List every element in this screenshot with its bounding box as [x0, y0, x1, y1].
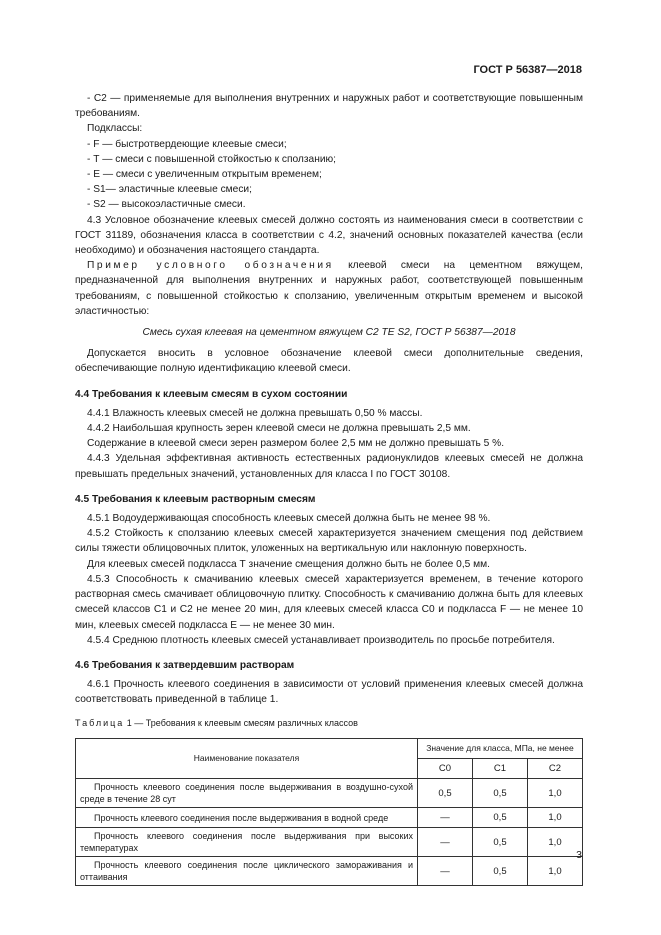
column-header-value-group: Значение для класса, МПа, не менее	[418, 738, 583, 758]
cell-value: 1,0	[528, 857, 583, 886]
paragraph: - С2 — применяемые для выполнения внутренних и наружных работ и соответствующие повышенным требованиям.	[75, 93, 583, 120]
paragraph: 4.3 Условное обозначение клеевых смесей должно состоять из наименования смеси в соответствии с ГОСТ 31189, обозначения класса в соответствии с 4.2, значений основных показателей качества (если необходимо) и обозначения настоящего стандарта.	[75, 214, 583, 257]
section-title: 4.5 Требования к клеевым растворным смесям	[75, 493, 316, 505]
cell-value: 0,5	[473, 857, 528, 886]
document-body	[75, 91, 583, 886]
column-header-c1: С1	[473, 758, 528, 778]
paragraph: Допускается вносить в условное обозначение клеевой смеси дополнительные сведения, обеспечивающие полную идентификацию клеевой смеси.	[75, 348, 583, 375]
paragraph: Подклассы:	[87, 123, 143, 135]
cell-value: —	[418, 808, 473, 828]
cell-value: 1,0	[528, 808, 583, 828]
column-header-c2: С2	[528, 758, 583, 778]
example-label: Пример условного обозначения	[87, 260, 334, 272]
paragraph: 4.4.2 Наибольшая крупность зерен клеевой смеси не должна превышать 2,5 мм.	[87, 423, 471, 435]
cell-value: 1,0	[528, 828, 583, 857]
paragraph: 4.4.3 Удельная эффективная активность естественных радионуклидов клеевых смесей не должна превышать предельных значений, установленных для класса I по ГОСТ 30108.	[75, 453, 583, 480]
cell-value: 0,5	[473, 808, 528, 828]
list-item: - Е — смеси с увеличенным открытым временем;	[87, 169, 322, 181]
table-caption-label: Таблица	[75, 717, 125, 728]
row-name: Прочность клеевого соединения после выдерживания в водной среде	[76, 808, 418, 828]
list-item: - F — быстротвердеющие клеевые смеси;	[87, 138, 287, 150]
table-row	[76, 779, 583, 808]
paragraph: Содержание в клеевой смеси зерен размером более 2,5 мм не должно превышать 5 %.	[87, 438, 505, 450]
cell-value: 0,5	[418, 779, 473, 808]
section-title: 4.6 Требования к затвердевшим растворам	[75, 659, 295, 671]
list-item: - S1— эластичные клеевые смеси;	[87, 184, 252, 196]
cell-value: 0,5	[473, 779, 528, 808]
example-text: клеевой смеси на цементном вяжущем, предназначенной для выполнения внутренних и наружных работ, соответствующей повышенным требованиям, с повышенной стойкостью к сползанию, увеличенным открытым временем и высокой эластичностью:	[75, 260, 584, 317]
example-paragraph	[75, 258, 583, 319]
table-row	[76, 857, 583, 886]
table-row	[76, 828, 583, 857]
cell-value: 0,5	[473, 828, 528, 857]
paragraph: 4.5.3 Способность к смачиванию клеевых смесей характеризуется временем, в течение которого растворная смесь смачивает облицовочную плитку. Способность к смачиванию должна быть для клеевых смесей классов С1 и С2 не менее 20 мин, для клеевых смесей класса С0 и подкласса F — не менее 10 мин, клеевых смесей подкласса Е — не менее 30 мин.	[75, 573, 583, 631]
paragraph: 4.6.1 Прочность клеевого соединения в зависимости от условий применения клеевых смесей должна соответствовать приведенной в таблице 1.	[75, 679, 583, 706]
cell-value: —	[418, 828, 473, 857]
row-name: Прочность клеевого соединения после выдерживания при высоких температурах	[76, 828, 418, 857]
cell-value: 1,0	[528, 779, 583, 808]
requirements-table	[75, 738, 583, 887]
paragraph: 4.5.1 Водоудерживающая способность клеевых смесей должна быть не менее 98 %.	[87, 513, 491, 525]
doc-header: ГОСТ Р 56387—2018	[473, 64, 582, 76]
example-designation: Смесь сухая клеевая на цементном вяжущем С2 ТЕ S2, ГОСТ Р 56387—2018	[142, 327, 516, 339]
table-caption	[75, 716, 583, 731]
page-number: 3	[576, 849, 582, 861]
table-caption-text: 1 — Требования к клеевым смесям различных классов	[124, 717, 358, 728]
column-header-name: Наименование показателя	[76, 738, 418, 778]
paragraph: 4.5.2 Стойкость к сползанию клеевых смесей характеризуется значением смещения под действием силы тяжести облицовочных плиток, уложенных на вертикальную или наклонную поверхность.	[75, 528, 583, 555]
paragraph: 4.5.4 Среднюю плотность клеевых смесей устанавливает производитель по просьбе потребителя.	[87, 634, 555, 646]
list-item: - S2 — высокоэластичные смеси.	[87, 199, 246, 211]
paragraph: Для клеевых смесей подкласса Т значение смещения должно быть не более 0,5 мм.	[87, 558, 491, 570]
row-name: Прочность клеевого соединения после циклического замораживания и оттаивания	[76, 857, 418, 886]
paragraph: 4.4.1 Влажность клеевых смесей не должна превышать 0,50 % массы.	[87, 407, 423, 419]
table-row	[76, 808, 583, 828]
row-name: Прочность клеевого соединения после выдерживания в воздушно-сухой среде в течение 28 сут	[76, 779, 418, 808]
list-item: - Т — смеси с повышенной стойкостью к сползанию;	[87, 153, 336, 165]
cell-value: —	[418, 857, 473, 886]
column-header-c0: С0	[418, 758, 473, 778]
table-header-row	[76, 738, 583, 758]
section-title: 4.4 Требования к клеевым смесям в сухом состоянии	[75, 388, 348, 400]
